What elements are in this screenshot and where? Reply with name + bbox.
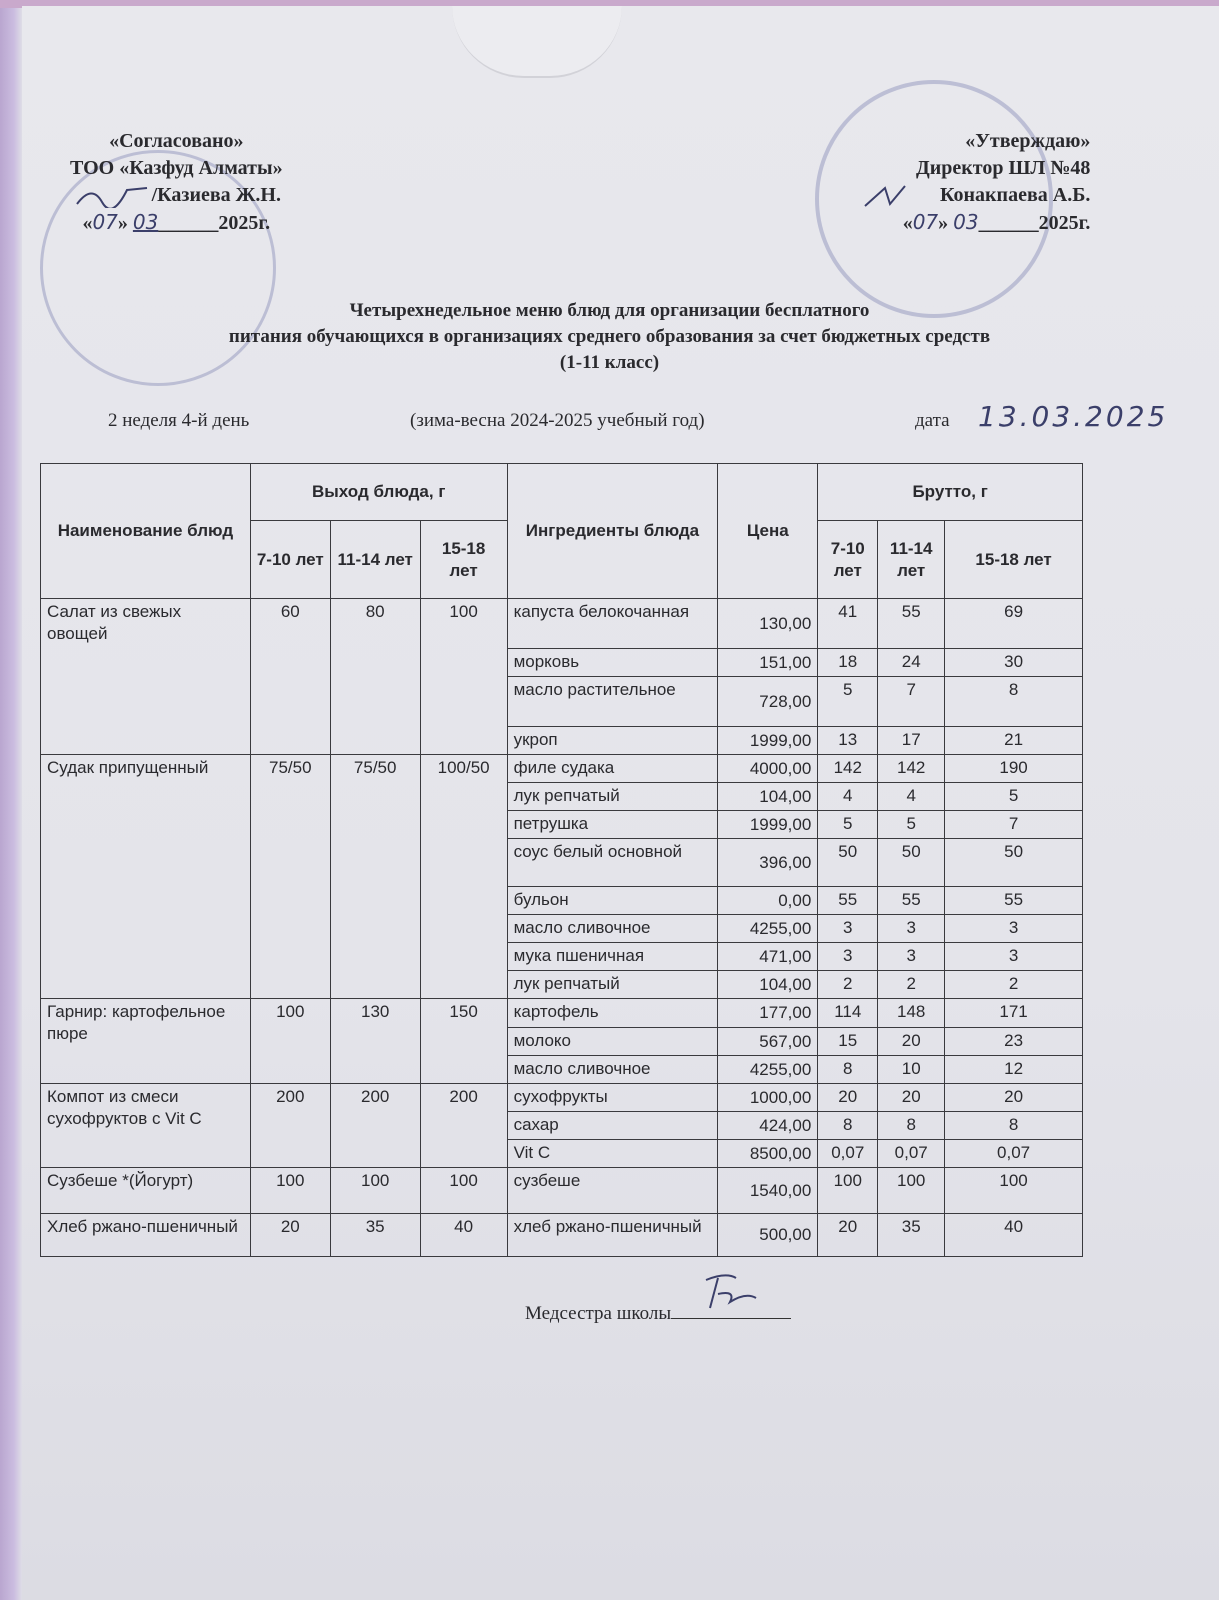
ingredient-price: 0,00 bbox=[718, 887, 818, 915]
gross-age-2: 142 bbox=[878, 755, 945, 783]
ingredient-name: масло сливочное bbox=[507, 915, 718, 943]
approval-date: «07» 03______2025г. bbox=[902, 210, 1091, 234]
gross-age-3: 8 bbox=[945, 677, 1083, 727]
document-title: Четырехнедельное меню блюд для организации бесплатного питания обучающихся в организациях среднего образования за счет бюджетных средств (1-11 класс) bbox=[228, 300, 991, 373]
gross-age-2: 24 bbox=[878, 649, 945, 677]
gross-age-3: 12 bbox=[945, 1056, 1083, 1084]
gross-age-2: 2 bbox=[878, 971, 945, 999]
gross-age-3: 5 bbox=[945, 783, 1083, 811]
nurse-signature-line bbox=[525, 1300, 791, 1325]
gross-age-3: 3 bbox=[945, 915, 1083, 943]
date-value: 13.03.2025 bbox=[978, 400, 1169, 433]
table-row bbox=[41, 599, 1083, 649]
yield-age-1: 200 bbox=[250, 1084, 330, 1168]
header-yield-age-1: 7-10 лет bbox=[250, 521, 330, 599]
gross-age-3: 0,07 bbox=[945, 1140, 1083, 1168]
yield-age-3: 200 bbox=[420, 1084, 507, 1168]
header-gross: Брутто, г bbox=[818, 464, 1083, 521]
ingredient-name: лук репчатый bbox=[507, 971, 718, 999]
yield-age-1: 75/50 bbox=[250, 755, 330, 999]
gross-age-3: 50 bbox=[945, 839, 1083, 887]
gross-age-2: 100 bbox=[878, 1168, 945, 1214]
header-yield-age-2: 11-14 лет bbox=[330, 521, 420, 599]
yield-age-2: 130 bbox=[330, 999, 420, 1084]
ingredient-price: 728,00 bbox=[718, 677, 818, 727]
approval-signature-line: /Казиева Ж.Н. bbox=[70, 182, 283, 209]
gross-age-1: 3 bbox=[818, 915, 878, 943]
dish-name: Салат из свежых овощей bbox=[41, 599, 251, 755]
gross-age-1: 114 bbox=[818, 999, 878, 1028]
gross-age-1: 142 bbox=[818, 755, 878, 783]
gross-age-2: 35 bbox=[878, 1214, 945, 1257]
gross-age-2: 55 bbox=[878, 599, 945, 649]
gross-age-3: 171 bbox=[945, 999, 1083, 1028]
header-yield: Выход блюда, г bbox=[250, 464, 507, 521]
gross-age-3: 2 bbox=[945, 971, 1083, 999]
header-gross-age-2: 11-14 лет bbox=[878, 521, 945, 599]
dish-name: Хлеб ржано-пшеничный bbox=[41, 1214, 251, 1257]
menu-table bbox=[40, 463, 1083, 1257]
date-label: дата bbox=[915, 410, 950, 431]
ingredient-price: 4000,00 bbox=[718, 755, 818, 783]
signature-icon bbox=[72, 184, 152, 208]
yield-age-2: 100 bbox=[330, 1168, 420, 1214]
ingredient-price: 1999,00 bbox=[718, 727, 818, 755]
yield-age-3: 40 bbox=[420, 1214, 507, 1257]
yield-age-3: 100 bbox=[420, 599, 507, 755]
gross-age-1: 13 bbox=[818, 727, 878, 755]
yield-age-3: 100/50 bbox=[420, 755, 507, 999]
dish-name: Судак припущенный bbox=[41, 755, 251, 999]
yield-age-2: 75/50 bbox=[330, 755, 420, 999]
ingredient-price: 471,00 bbox=[718, 943, 818, 971]
gross-age-2: 55 bbox=[878, 887, 945, 915]
gross-age-1: 5 bbox=[818, 811, 878, 839]
gross-age-2: 5 bbox=[878, 811, 945, 839]
ingredient-price: 4255,00 bbox=[718, 915, 818, 943]
approval-signature-line: Конакпаева А.Б. bbox=[860, 182, 1090, 209]
ingredient-name: морковь bbox=[507, 649, 718, 677]
ingredient-price: 1000,00 bbox=[718, 1084, 818, 1112]
ingredient-name: мука пшеничная bbox=[507, 943, 718, 971]
gross-age-2: 4 bbox=[878, 783, 945, 811]
yield-age-1: 60 bbox=[250, 599, 330, 755]
yield-age-3: 100 bbox=[420, 1168, 507, 1214]
table-row bbox=[41, 755, 1083, 783]
approval-heading: «Согласовано» bbox=[109, 130, 244, 152]
table-row bbox=[41, 1084, 1083, 1112]
gross-age-2: 20 bbox=[878, 1028, 945, 1056]
ingredient-name: масло растительное bbox=[507, 677, 718, 727]
gross-age-3: 7 bbox=[945, 811, 1083, 839]
gross-age-1: 50 bbox=[818, 839, 878, 887]
dish-name: Сузбеше *(Йогурт) bbox=[41, 1168, 251, 1214]
gross-age-2: 7 bbox=[878, 677, 945, 727]
gross-age-1: 3 bbox=[818, 943, 878, 971]
header-yield-age-3: 15-18 лет bbox=[420, 521, 507, 599]
gross-age-3: 20 bbox=[945, 1084, 1083, 1112]
ingredient-name: сахар bbox=[507, 1112, 718, 1140]
gross-age-3: 21 bbox=[945, 727, 1083, 755]
gross-age-1: 5 bbox=[818, 677, 878, 727]
ingredient-price: 8500,00 bbox=[718, 1140, 818, 1168]
header-price: Цена bbox=[718, 464, 818, 599]
ingredient-price: 130,00 bbox=[718, 599, 818, 649]
ingredient-name: капуста белокочанная bbox=[507, 599, 718, 649]
gross-age-1: 20 bbox=[818, 1214, 878, 1257]
gross-age-2: 3 bbox=[878, 915, 945, 943]
ingredient-name: бульон bbox=[507, 887, 718, 915]
approval-date: «07» 03______2025г. bbox=[82, 210, 271, 234]
yield-age-2: 80 bbox=[330, 599, 420, 755]
yield-age-1: 20 bbox=[250, 1214, 330, 1257]
yield-age-1: 100 bbox=[250, 1168, 330, 1214]
gross-age-2: 50 bbox=[878, 839, 945, 887]
ingredient-price: 4255,00 bbox=[718, 1056, 818, 1084]
gross-age-3: 55 bbox=[945, 887, 1083, 915]
signature-icon bbox=[696, 1272, 776, 1312]
ingredient-price: 177,00 bbox=[718, 999, 818, 1028]
ingredient-name: масло сливочное bbox=[507, 1056, 718, 1084]
gross-age-1: 55 bbox=[818, 887, 878, 915]
ingredient-price: 500,00 bbox=[718, 1214, 818, 1257]
yield-age-2: 200 bbox=[330, 1084, 420, 1168]
table-row bbox=[41, 1168, 1083, 1214]
nurse-label: Медсестра школы bbox=[525, 1303, 672, 1324]
ingredient-name: Vit C bbox=[507, 1140, 718, 1168]
folder-notch bbox=[452, 6, 622, 78]
ingredient-name: укроп bbox=[507, 727, 718, 755]
gross-age-1: 4 bbox=[818, 783, 878, 811]
gross-age-1: 20 bbox=[818, 1084, 878, 1112]
table-row bbox=[41, 999, 1083, 1028]
approval-org: Директор ШЛ №48 bbox=[915, 157, 1091, 179]
gross-age-1: 100 bbox=[818, 1168, 878, 1214]
gross-age-3: 30 bbox=[945, 649, 1083, 677]
ingredient-name: филе судака bbox=[507, 755, 718, 783]
header-gross-age-1: 7-10 лет bbox=[818, 521, 878, 599]
gross-age-3: 8 bbox=[945, 1112, 1083, 1140]
header-dish: Наименование блюд bbox=[41, 464, 251, 599]
ingredient-price: 567,00 bbox=[718, 1028, 818, 1056]
gross-age-1: 8 bbox=[818, 1056, 878, 1084]
ingredient-name: молоко bbox=[507, 1028, 718, 1056]
dish-name: Гарнир: картофельное пюре bbox=[41, 999, 251, 1084]
gross-age-3: 100 bbox=[945, 1168, 1083, 1214]
gross-age-2: 8 bbox=[878, 1112, 945, 1140]
header-ingredients: Ингредиенты блюда bbox=[507, 464, 718, 599]
season: (зима-весна 2024-2025 учебный год) bbox=[410, 410, 705, 431]
header-gross-age-3: 15-18 лет bbox=[945, 521, 1083, 599]
approval-heading: «Утверждаю» bbox=[965, 130, 1091, 152]
ingredient-price: 151,00 bbox=[718, 649, 818, 677]
gross-age-1: 41 bbox=[818, 599, 878, 649]
ingredient-name: лук репчатый bbox=[507, 783, 718, 811]
ingredient-price: 104,00 bbox=[718, 783, 818, 811]
gross-age-2: 17 bbox=[878, 727, 945, 755]
gross-age-2: 10 bbox=[878, 1056, 945, 1084]
gross-age-1: 0,07 bbox=[818, 1140, 878, 1168]
table-row bbox=[41, 1214, 1083, 1257]
ingredient-price: 1999,00 bbox=[718, 811, 818, 839]
yield-age-1: 100 bbox=[250, 999, 330, 1084]
dish-name: Компот из смеси сухофруктов с Vit C bbox=[41, 1084, 251, 1168]
yield-age-3: 150 bbox=[420, 999, 507, 1084]
gross-age-2: 0,07 bbox=[878, 1140, 945, 1168]
gross-age-1: 18 bbox=[818, 649, 878, 677]
ingredient-name: хлеб ржано-пшеничный bbox=[507, 1214, 718, 1257]
gross-age-3: 190 bbox=[945, 755, 1083, 783]
ingredient-name: картофель bbox=[507, 999, 718, 1028]
gross-age-2: 20 bbox=[878, 1084, 945, 1112]
gross-age-2: 148 bbox=[878, 999, 945, 1028]
ingredient-name: соус белый основной bbox=[507, 839, 718, 887]
approval-block-left bbox=[70, 128, 283, 237]
ingredient-name: петрушка bbox=[507, 811, 718, 839]
week-day: 2 неделя 4-й день bbox=[108, 410, 250, 431]
gross-age-3: 40 bbox=[945, 1214, 1083, 1257]
approval-org: ТОО «Казфуд Алматы» bbox=[70, 157, 283, 179]
gross-age-3: 69 bbox=[945, 599, 1083, 649]
gross-age-2: 3 bbox=[878, 943, 945, 971]
ingredient-name: сухофрукты bbox=[507, 1084, 718, 1112]
signature-icon bbox=[860, 184, 940, 208]
ingredient-price: 1540,00 bbox=[718, 1168, 818, 1214]
yield-age-2: 35 bbox=[330, 1214, 420, 1257]
gross-age-3: 3 bbox=[945, 943, 1083, 971]
ingredient-price: 424,00 bbox=[718, 1112, 818, 1140]
ingredient-name: сузбеше bbox=[507, 1168, 718, 1214]
gross-age-1: 8 bbox=[818, 1112, 878, 1140]
ingredient-price: 104,00 bbox=[718, 971, 818, 999]
approval-block-right bbox=[860, 128, 1090, 237]
gross-age-3: 23 bbox=[945, 1028, 1083, 1056]
gross-age-1: 15 bbox=[818, 1028, 878, 1056]
gross-age-1: 2 bbox=[818, 971, 878, 999]
ingredient-price: 396,00 bbox=[718, 839, 818, 887]
